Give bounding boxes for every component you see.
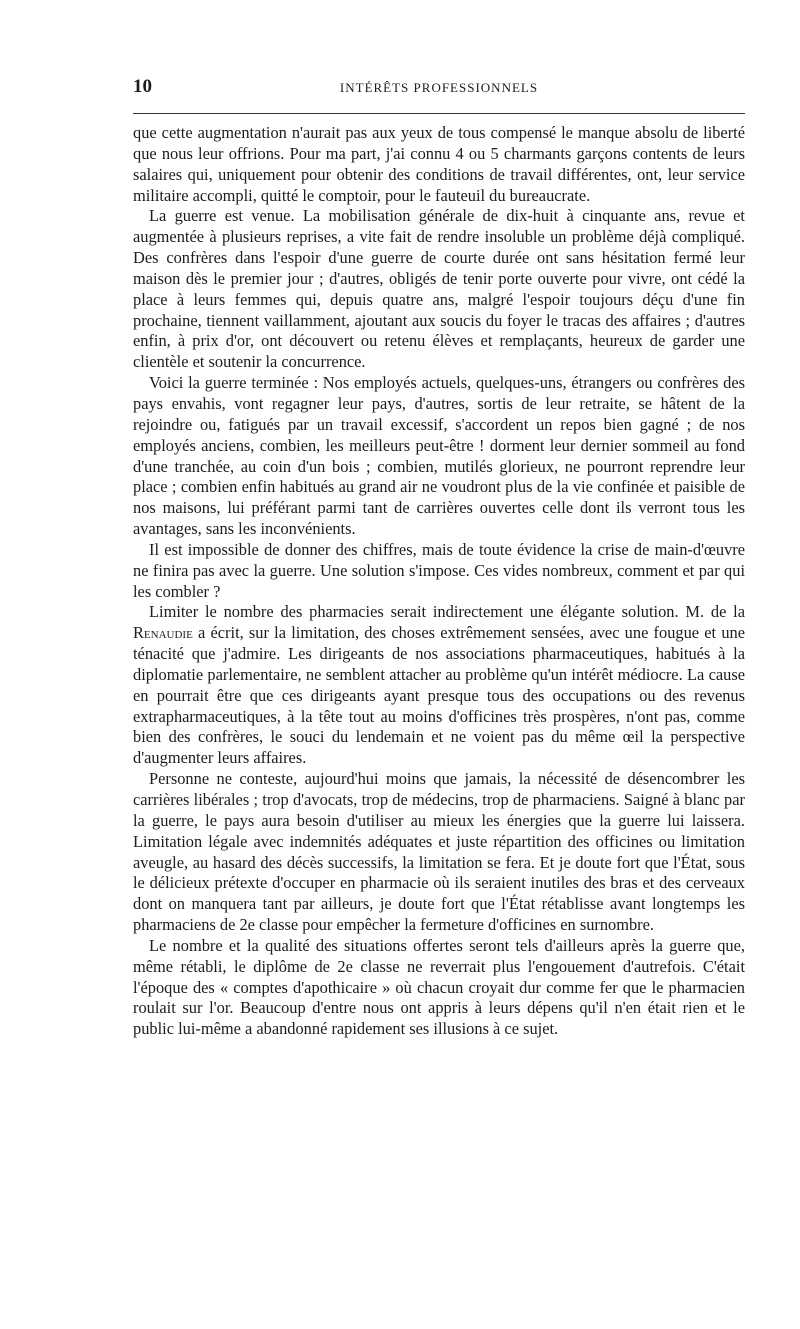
body-text — [133, 123, 745, 1040]
paragraph-text: Limiter le nombre des pharmacies serait indirectement une élégante solution. M. de la — [149, 602, 745, 622]
paragraph: La guerre est venue. La mobilisation générale de dix-huit à cinquante ans, revue et augmentée à plusieurs reprises, a vite fait de rendre insoluble un problème déjà compliqué. Des confrères dans l'espoir d'une guerre de courte durée ont sans hésitation fermé leur maison dès le premier jour ; d'autres, obligés de tenir porte ouverte pour vivre, ont cédé la place à leurs femmes qui, depuis quatre ans, malgré l'espoir toujours déçu d'une fin prochaine, tiennent vaillamment, ajoutant aux soucis du foyer le tracas des affaires ; d'autres enfin, à prix d'or, ont découvert ou retenu élèves et remplaçants, heureux de garder une clientèle et soutenir la concurrence. — [133, 206, 745, 372]
paragraph: Il est impossible de donner des chiffres, mais de toute évidence la crise de main-d'œuvre ne finira pas avec la guerre. Une solution s'impose. Ces vides nombreux, comment et par qui les combler ? — [133, 539, 745, 601]
paragraph: que cette augmentation n'aurait pas aux yeux de tous compensé le manque absolu de liberté que nous leur offrions. Pour ma part, j'ai connu 4 ou 5 charmants garçons contents de leurs salaires qui, uniquement pour obtenir des conditions de travail différentes, ont, leur service militaire accompli, quitté le comptoir, pour le fauteuil du bureaucrate. — [133, 123, 745, 205]
running-head — [133, 76, 745, 100]
paragraph: Personne ne conteste, aujourd'hui moins que jamais, la nécessité de désencombrer les carrières libérales ; trop d'avocats, trop de médecins, trop de pharmaciens. Saigné à blanc par la guerre, le pays aura besoin d'utiliser au mieux les énergies que la guerre lui laissera. Limitation légale avec indemnités adéquates et juste répartition des officines ou limitation aveugle, au hasard des décès successifs, la limitation se fera. Et je doute fort que l'État, sous le délicieux prétexte d'occuper en pharmacie où ils seraient inutiles des bras et des cerveaux dont on manquera tant par ailleurs, je doute fort que l'État rétablisse avant longtemps les pharmaciens de 2e classe pour empêcher la fermeture d'officines en surnombre. — [133, 769, 745, 935]
paragraph — [133, 602, 745, 769]
paragraph-text: a écrit, sur la limitation, des choses extrêmement sensées, avec une fougue et une ténacité que j'admire. Les dirigeants de nos associations pharmaceutiques, habitués à la diplomatie parlementaire, ne semblent attacher au problème qu'un intérêt médiocre. La cause en pourrait être que ces dirigeants ayant presque tous des occupations ou des revenus extrapharmaceutiques, à la tête tout au moins d'officines très prospères, n'ont pas, comme bien des confrères, le souci du lendemain et ne voient pas du même œil la perspective d'augmenter leurs affaires. — [133, 623, 745, 768]
author-name: Renaudie — [133, 623, 193, 643]
header-rule — [133, 113, 745, 114]
page-number: 10 — [133, 76, 152, 97]
paragraph: Voici la guerre terminée : Nos employés actuels, quelques-uns, étrangers ou confrères des pays envahis, vont regagner leur pays, d'autres, sortis de leur retraite, se hâtent de la rejoindre ou, fatigués par un travail excessif, s'accordent un repos bien gagné ; de nos employés anciens, combien, les meilleurs peut-être ! dorment leur dernier sommeil au fond d'une tranchée, au coin d'un bois ; combien, mutilés glorieux, ne pourront reprendre leur place ; combien enfin habitués au grand air ne voudront plus de la vie confinée et paisible de nos maisons, lui préférant parmi tant de carrières ouvertes celle dont ils verront tous les avantages, sans les inconvénients. — [133, 373, 745, 539]
running-title: INTÉRÊTS PROFESSIONNELS — [339, 80, 539, 95]
paragraph: Le nombre et la qualité des situations offertes seront tels d'ailleurs après la guerre que, même rétabli, le diplôme de 2e classe ne reverrait plus l'engouement d'autrefois. C'était l'époque des « comptes d'apothicaire » où chacun croyait dur comme fer que le pharmacien roulait sur l'or. Beaucoup d'entre nous ont appris à leurs dépens qu'il n'en était rien et le public lui-même a abandonné rapidement ses illusions à ce sujet. — [133, 935, 745, 1039]
